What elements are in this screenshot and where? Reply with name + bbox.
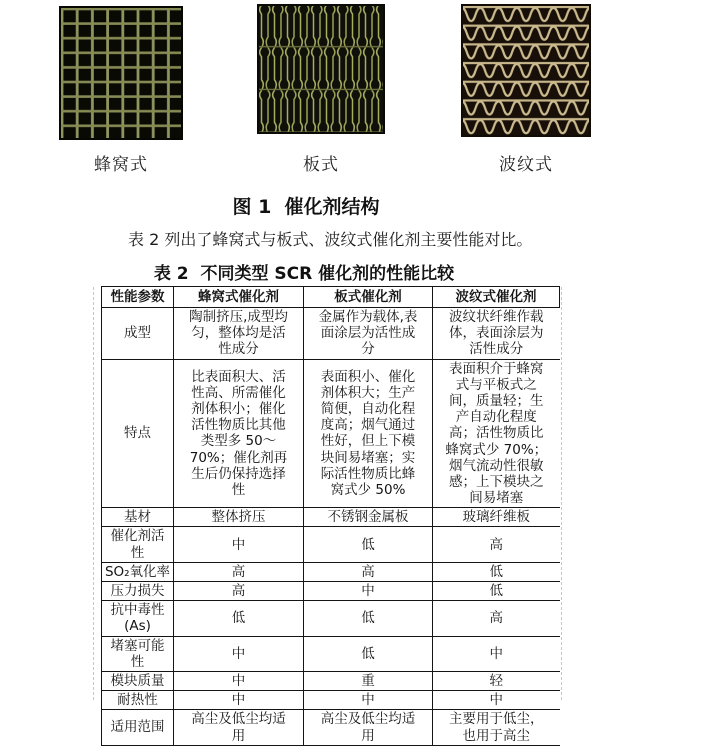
row-param: 模块质量 — [102, 671, 174, 690]
cell-value: 波纹状纤维作载体，表面涂层为活性成分 — [433, 308, 560, 360]
cell-value: 低 — [304, 636, 433, 671]
table-row-forming — [102, 308, 560, 360]
table-row-clogging — [102, 636, 560, 671]
image-label-honeycomb: 蜂窝式 — [94, 155, 148, 175]
cell-value: 中 — [174, 636, 304, 671]
cell-value: 高 — [174, 582, 304, 601]
honeycomb-mesh-image — [60, 7, 182, 139]
cell-value: 高 — [433, 527, 560, 562]
cell-value: 中 — [174, 671, 304, 690]
plate-mesh-image — [258, 5, 384, 133]
table-row-heat-resistance — [102, 691, 560, 710]
image-label-corrugated: 波纹式 — [499, 155, 553, 175]
cell-value: 中 — [304, 691, 433, 710]
table-gridline-right — [561, 287, 562, 700]
table-row-catalyst-activity — [102, 527, 560, 562]
row-param: 催化剂活性 — [102, 527, 174, 562]
cell-value: 中 — [174, 691, 304, 710]
row-param: 抗中毒性(As) — [102, 601, 174, 636]
cell-value: 中 — [304, 582, 433, 601]
cell-value: 高 — [174, 562, 304, 581]
table-row-substrate — [102, 508, 560, 527]
header-honeycomb: 蜂窝式催化剂 — [174, 287, 304, 308]
row-param: 特点 — [102, 359, 174, 508]
row-param: 压力损失 — [102, 582, 174, 601]
cell-value: 高 — [433, 601, 560, 636]
body-paragraph: 表 2 列出了蜂窝式与板式、波纹式催化剂主要性能对比。 — [128, 230, 533, 249]
cell-value: 高尘及低尘均适用 — [174, 710, 304, 745]
table-row-application-range — [102, 710, 560, 745]
performance-comparison-table — [101, 286, 560, 746]
image-label-plate: 板式 — [303, 155, 339, 175]
header-param: 性能参数 — [102, 287, 174, 308]
table-row-pressure-loss — [102, 582, 560, 601]
cell-value: 玻璃纤维板 — [433, 508, 560, 527]
cell-value: 表面积小、催化剂体积大；生产简便，自动化程度高；烟气通过性好，但上下模块间易堵塞；实际活性物质比蜂窝式少 50% — [304, 359, 433, 508]
cell-value: 重 — [304, 671, 433, 690]
cell-value: 整体挤压 — [174, 508, 304, 527]
cell-value: 中 — [433, 691, 560, 710]
cell-value: 不锈钢金属板 — [304, 508, 433, 527]
cell-value: 表面积介于蜂窝式与平板式之间，质量轻；生产自动化程度高；活性物质比蜂窝式少 70%；烟气流动性很敏感；上下模块之间易堵塞 — [433, 359, 560, 508]
cell-value: 低 — [304, 601, 433, 636]
cell-value: 低 — [174, 601, 304, 636]
figure-image-plate — [258, 5, 384, 133]
cell-value: 低 — [304, 527, 433, 562]
table-row-poison-resistance — [102, 601, 560, 636]
header-corrugated: 波纹式催化剂 — [433, 287, 560, 308]
header-plate: 板式催化剂 — [304, 287, 433, 308]
table-row-features — [102, 359, 560, 508]
row-param: 成型 — [102, 308, 174, 360]
table-title: 表 2 不同类型 SCR 催化剂的性能比较 — [153, 264, 455, 284]
corrugated-mesh-image — [462, 5, 590, 136]
cell-value: 陶制挤压,成型均匀，整体均是活性成分 — [174, 308, 304, 360]
cell-value: 高 — [304, 562, 433, 581]
cell-value: 低 — [433, 582, 560, 601]
figure-image-corrugated — [462, 5, 590, 136]
row-param: 基材 — [102, 508, 174, 527]
cell-value: 中 — [174, 527, 304, 562]
table-row-module-weight — [102, 671, 560, 690]
cell-value: 主要用于低尘，也用于高尘 — [433, 710, 560, 745]
cell-value: 比表面积大、活性高、所需催化剂体积小；催化活性物质比其他类型多 50～70%；催化剂再生后仍保持选择性 — [174, 359, 304, 508]
table-header-row — [102, 287, 560, 308]
cell-value: 轻 — [433, 671, 560, 690]
row-param: SO₂氧化率 — [102, 562, 174, 581]
cell-value: 高尘及低尘均适用 — [304, 710, 433, 745]
cell-value: 金属作为载体,表面涂层为活性成分 — [304, 308, 433, 360]
figure-caption: 图 1 催化剂结构 — [232, 196, 380, 218]
row-param: 堵塞可能性 — [102, 636, 174, 671]
cell-value: 低 — [433, 562, 560, 581]
table-row-so2-oxidation — [102, 562, 560, 581]
cell-value: 中 — [433, 636, 560, 671]
row-param: 耐热性 — [102, 691, 174, 710]
table-gridline-left — [93, 287, 94, 700]
row-param: 适用范围 — [102, 710, 174, 745]
figure-image-honeycomb — [60, 7, 182, 139]
